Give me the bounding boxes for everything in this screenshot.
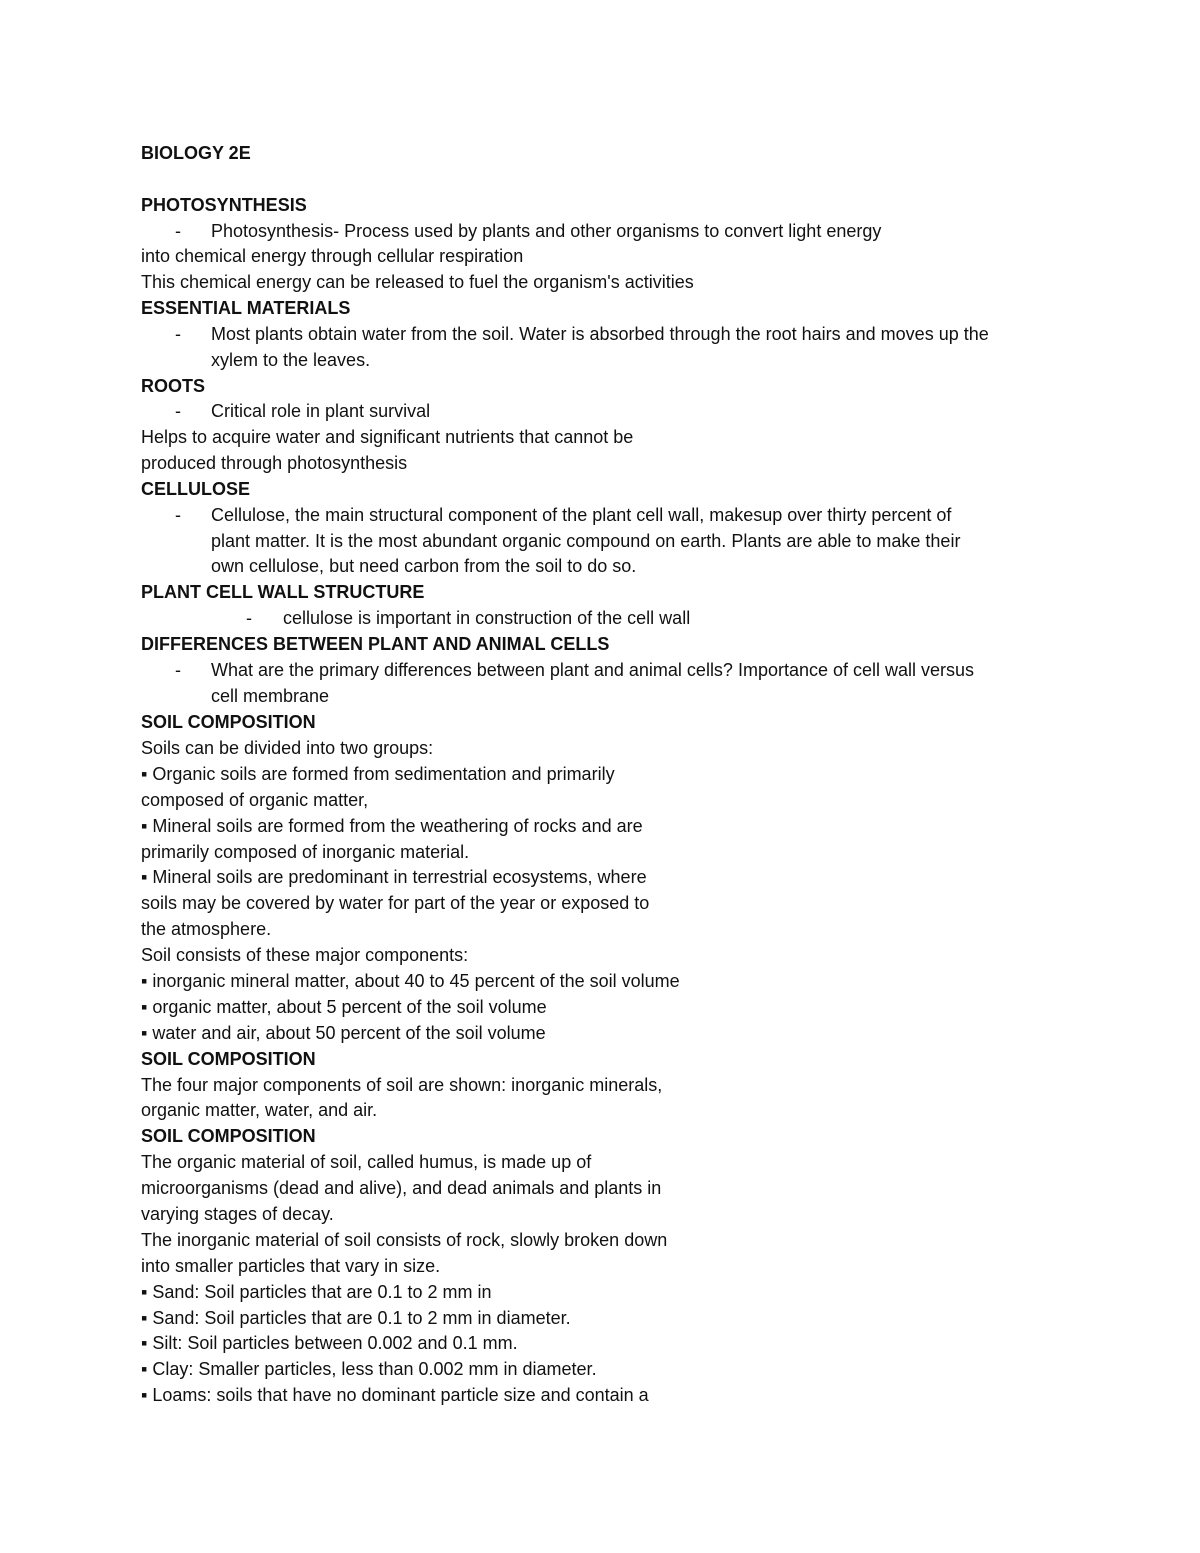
differences-bullet: cell membrane [211, 686, 330, 706]
heading-roots: ROOTS [141, 376, 206, 396]
soil-line: microorganisms (dead and alive), and dead animals and plants in [141, 1178, 662, 1198]
bullet-marker: - [175, 505, 181, 525]
heading-photosynthesis: PHOTOSYNTHESIS [141, 195, 307, 215]
soil-line: The four major components of soil are shown: inorganic minerals, [141, 1075, 663, 1095]
soil-line: primarily composed of inorganic material. [141, 842, 470, 862]
bullet-marker: - [175, 660, 181, 680]
plant-cell-wall-bullet: cellulose is important in construction of the cell wall [283, 608, 691, 628]
bullet-marker: - [246, 608, 252, 628]
roots-line: produced through photosynthesis [141, 453, 408, 473]
soil-line: the atmosphere. [141, 919, 272, 939]
document-title: BIOLOGY 2E [141, 143, 251, 163]
heading-soil-composition: SOIL COMPOSITION [141, 1126, 316, 1146]
bullet-marker: - [175, 324, 181, 344]
essential-materials-bullet: Most plants obtain water from the soil. Water is absorbed through the root hairs and moves up the [211, 324, 989, 344]
differences-bullet: What are the primary differences between plant and animal cells? Importance of cell wall versus [211, 660, 975, 680]
soil-line: ▪ Sand: Soil particles that are 0.1 to 2 mm in [141, 1282, 492, 1302]
soil-line: composed of organic matter, [141, 790, 369, 810]
photosynthesis-bullet: Photosynthesis- Process used by plants and other organisms to convert light energy [211, 221, 882, 241]
heading-differences: DIFFERENCES BETWEEN PLANT AND ANIMAL CELLS [141, 634, 610, 654]
soil-line: ▪ Sand: Soil particles that are 0.1 to 2 mm in diameter. [141, 1308, 571, 1328]
soil-line: ▪ organic matter, about 5 percent of the soil volume [141, 997, 547, 1017]
soil-line: ▪ water and air, about 50 percent of the soil volume [141, 1023, 546, 1043]
cellulose-bullet: own cellulose, but need carbon from the soil to do so. [211, 556, 637, 576]
soil-line: Soil consists of these major components: [141, 945, 469, 965]
soil-line: Soils can be divided into two groups: [141, 738, 434, 758]
soil-line: ▪ Clay: Smaller particles, less than 0.002 mm in diameter. [141, 1359, 597, 1379]
soil-line: ▪ Mineral soils are predominant in terrestrial ecosystems, where [141, 867, 647, 887]
heading-soil-composition: SOIL COMPOSITION [141, 712, 316, 732]
soil-line: ▪ Mineral soils are formed from the weathering of rocks and are [141, 816, 643, 836]
soil-line: The inorganic material of soil consists of rock, slowly broken down [141, 1230, 668, 1250]
photosynthesis-line: into chemical energy through cellular respiration [141, 246, 524, 266]
soil-line: ▪ Loams: soils that have no dominant particle size and contain a [141, 1385, 649, 1405]
roots-bullet: Critical role in plant survival [211, 401, 431, 421]
essential-materials-bullet: xylem to the leaves. [211, 350, 371, 370]
cellulose-bullet: Cellulose, the main structural component of the plant cell wall, makesup over thirty percent of [211, 505, 952, 525]
bullet-marker: - [175, 401, 181, 421]
photosynthesis-line: This chemical energy can be released to fuel the organism's activities [141, 272, 694, 292]
cellulose-bullet: plant matter. It is the most abundant organic compound on earth. Plants are able to make their [211, 531, 961, 551]
soil-line: ▪ inorganic mineral matter, about 40 to 45 percent of the soil volume [141, 971, 680, 991]
soil-line: ▪ Organic soils are formed from sedimentation and primarily [141, 764, 615, 784]
heading-essential-materials: ESSENTIAL MATERIALS [141, 298, 351, 318]
soil-line: varying stages of decay. [141, 1204, 334, 1224]
heading-soil-composition: SOIL COMPOSITION [141, 1049, 316, 1069]
soil-line: The organic material of soil, called humus, is made up of [141, 1152, 592, 1172]
heading-plant-cell-wall: PLANT CELL WALL STRUCTURE [141, 582, 425, 602]
soil-line: organic matter, water, and air. [141, 1100, 378, 1120]
heading-cellulose: CELLULOSE [141, 479, 251, 499]
soil-line: into smaller particles that vary in size. [141, 1256, 441, 1276]
roots-line: Helps to acquire water and significant nutrients that cannot be [141, 427, 634, 447]
soil-line: soils may be covered by water for part of the year or exposed to [141, 893, 650, 913]
soil-line: ▪ Silt: Soil particles between 0.002 and 0.1 mm. [141, 1333, 518, 1353]
bullet-marker: - [175, 221, 181, 241]
